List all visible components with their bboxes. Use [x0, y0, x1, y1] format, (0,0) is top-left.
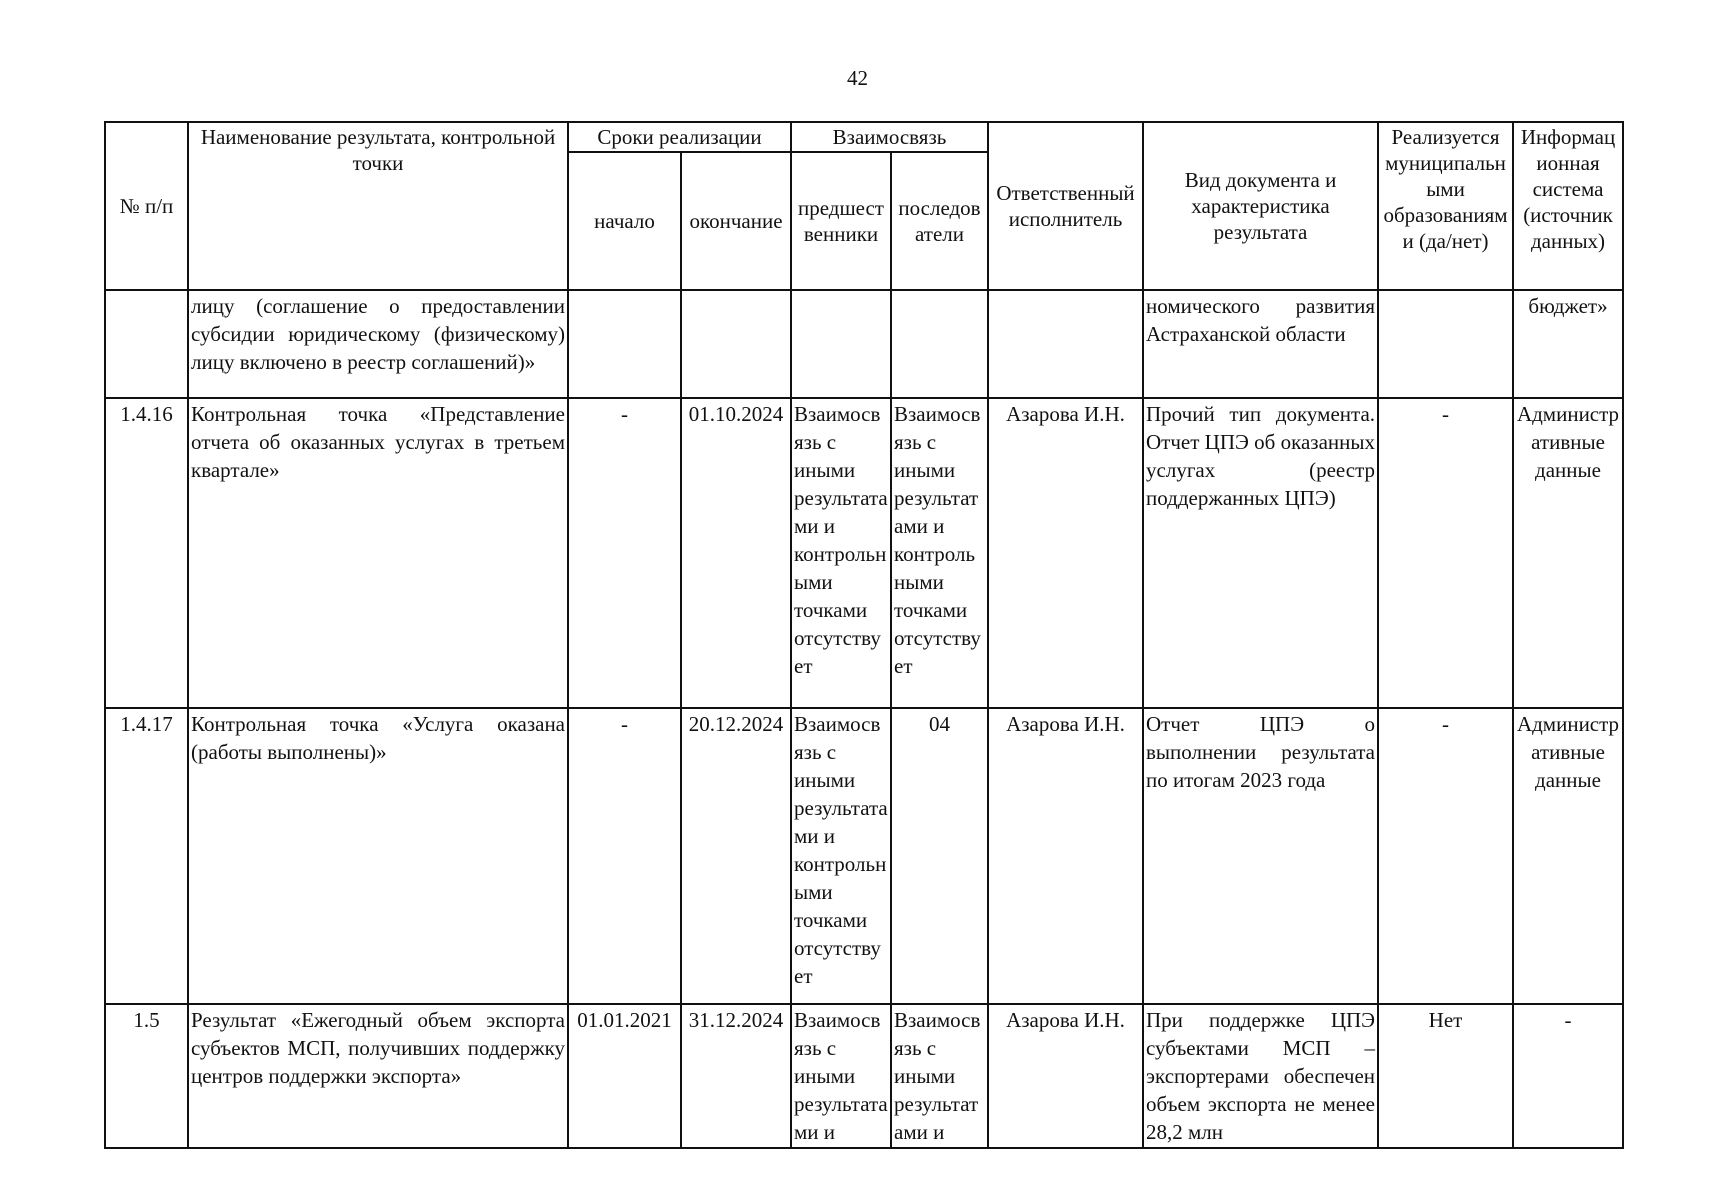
row-end — [681, 290, 791, 398]
row-start: 01.01.2021 — [568, 1004, 681, 1148]
table-row — [105, 708, 1623, 1004]
row-start: - — [568, 398, 681, 708]
row-predecessors — [791, 290, 891, 398]
row-predecessors: Взаимосвязь с иными результатами и контрольными точками отсутствует — [791, 398, 891, 708]
row-municipal — [1378, 290, 1513, 398]
row-num: 1.4.16 — [105, 398, 188, 708]
row-successors: Взаимосвязь с иными результатами и — [891, 1004, 988, 1148]
row-info-system: - — [1513, 1004, 1623, 1148]
row-doc-type: При поддержке ЦПЭ субъектами МСП – экспортерами обеспечен объем экспорта не менее 28,2 млн — [1143, 1004, 1378, 1148]
row-name: Контрольная точка «Представление отчета об оказанных услугах в третьем квартале» — [188, 398, 568, 708]
header-executor: Ответственный исполнитель — [988, 122, 1143, 290]
row-name: Результат «Ежегодный объем экспорта субъектов МСП, получивших поддержку центров поддержки экспорта» — [188, 1004, 568, 1148]
header-end: окончание — [681, 152, 791, 290]
row-end: 01.10.2024 — [681, 398, 791, 708]
table-row — [105, 398, 1623, 708]
row-predecessors: Взаимосвязь с иными результатами и — [791, 1004, 891, 1148]
row-executor: Азарова И.Н. — [988, 398, 1143, 708]
table-row — [105, 290, 1623, 398]
row-municipal: Нет — [1378, 1004, 1513, 1148]
row-successors: 04 — [891, 708, 988, 1004]
row-end: 20.12.2024 — [681, 708, 791, 1004]
header-predecessors: предшественники — [791, 152, 891, 290]
row-doc-type: Прочий тип документа. Отчет ЦПЭ об оказанных услугах (реестр поддержанных ЦПЭ) — [1143, 398, 1378, 708]
row-executor — [988, 290, 1143, 398]
header-doc-type: Вид документа и характеристика результата — [1143, 122, 1378, 290]
row-start — [568, 290, 681, 398]
header-municipal: Реализуется муниципальными образованиями (да/нет) — [1378, 122, 1513, 290]
row-name: Контрольная точка «Услуга оказана (работы выполнены)» — [188, 708, 568, 1004]
row-executor: Азарова И.Н. — [988, 708, 1143, 1004]
results-table — [104, 121, 1624, 1149]
row-municipal: - — [1378, 708, 1513, 1004]
header-successors: последователи — [891, 152, 988, 290]
row-num: 1.5 — [105, 1004, 188, 1148]
header-start: начало — [568, 152, 681, 290]
row-doc-type: Отчет ЦПЭ о выполнении результата по итогам 2023 года — [1143, 708, 1378, 1004]
header-relation-group: Взаимосвязь — [791, 122, 988, 152]
header-name: Наименование результата, контрольной точки — [188, 122, 568, 290]
row-info-system: Административные данные — [1513, 708, 1623, 1004]
header-dates-group: Сроки реализации — [568, 122, 791, 152]
row-num — [105, 290, 188, 398]
row-successors — [891, 290, 988, 398]
row-start: - — [568, 708, 681, 1004]
row-end: 31.12.2024 — [681, 1004, 791, 1148]
row-name: лицу (соглашение о предоставлении субсидии юридическому (физическому) лицу включено в реестр соглашений)» — [188, 290, 568, 398]
row-executor: Азарова И.Н. — [988, 1004, 1143, 1148]
table-row — [105, 1004, 1623, 1148]
row-predecessors: Взаимосвязь с иными результатами и контрольными точками отсутствует — [791, 708, 891, 1004]
row-doc-type: номического развития Астраханской области — [1143, 290, 1378, 398]
page-number: 42 — [847, 66, 868, 90]
header-info-system: Информационная система (источник данных) — [1513, 122, 1623, 290]
row-info-system: бюджет» — [1513, 290, 1623, 398]
header-num: № п/п — [105, 122, 188, 290]
row-num: 1.4.17 — [105, 708, 188, 1004]
row-info-system: Административные данные — [1513, 398, 1623, 708]
row-municipal: - — [1378, 398, 1513, 708]
row-successors: Взаимосвязь с иными результатами и контрольными точками отсутствует — [891, 398, 988, 708]
